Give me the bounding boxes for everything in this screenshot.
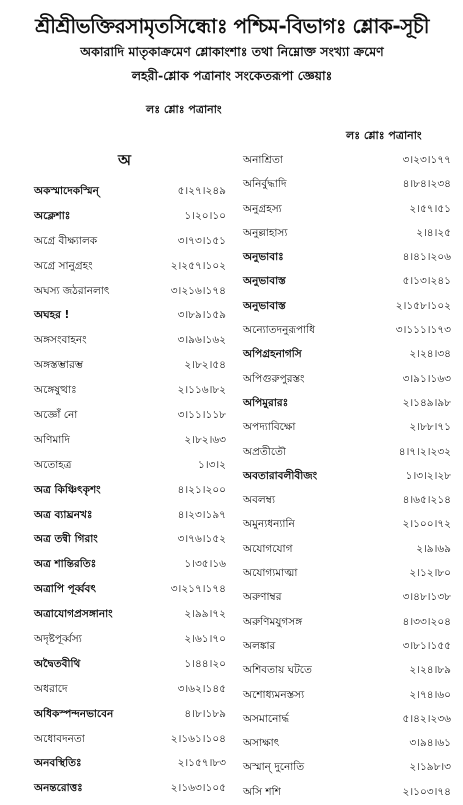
verse-reference: ৩।৯১।১৬৩ [402,372,451,385]
verse-reference: ৫।১৩।২৪১ [402,275,451,288]
verse-text: অত্র কিঞ্চিৎকৃশং [34,483,101,496]
verse-text: অগ্রে সানুগ্রহং [34,259,93,272]
verse-row [236,708,463,732]
verse-text: অধোবদনতা [34,732,85,745]
verse-text: অত্র ব্যাঘ্রনখঃ [34,508,93,521]
verse-reference: ২।২৪।৩৪ [409,348,451,361]
verse-text: অঙ্গেষুত্থাঃ [34,384,77,397]
verse-row [0,528,232,553]
section-letter: অ [118,151,131,169]
verse-row [0,230,232,255]
verse-text: অধিকস্পন্দনভাবেন [34,707,114,720]
verse-reference: ২।১৪৯।৯৮ [402,396,451,409]
verse-reference: ২।৮৮।৭১ [409,421,451,434]
verse-reference: ২।২৫৭।১০২ [170,259,226,272]
verse-reference: ২।৯।৬৯ [416,542,451,555]
verse-row [0,280,232,305]
verse-row [0,379,232,404]
verse-reference: ৫।৪২।২৩৬ [402,712,451,725]
verse-row [0,504,232,529]
verse-reference: ২।৮২।৫৪ [184,359,226,372]
verse-row [236,319,463,343]
verse-text: অধরাদে [34,682,68,695]
verse-text: অঙ্গস্তম্ভারম্ভ [34,359,84,372]
verse-row [0,479,232,504]
verse-reference: ২।৭৪।৬০ [409,688,451,701]
verse-row [0,703,232,728]
verse-text: অনুভাবাস্ত [243,275,286,288]
verse-reference: ২।১১৬।৮২ [177,384,226,397]
verse-row [236,538,463,562]
verse-reference: ৩।২১৭।১৭৪ [170,583,226,596]
verse-reference: ২।১৯৮।৩ [409,761,451,774]
page-subtitle: অকারাদি মাতৃকাক্রমেণ শ্লোকাংশাঃ তথা নিম্নোক্ত সংখ্যা ক্রমেণ [80,44,384,59]
verse-text: অনুল্লাহাস্য [243,226,288,239]
verse-text: অলঙ্কার [243,639,276,652]
verse-row [0,304,232,329]
verse-row [0,429,232,454]
verse-row [236,222,463,246]
verse-reference: ২।১২।৮০ [409,567,451,580]
verse-row [236,149,463,173]
verse-row [236,611,463,635]
verse-text: অযোগ্যমাত্মা [243,567,298,580]
verse-reference: ২।৯৯।৭২ [184,608,226,621]
verse-row [236,513,463,537]
verse-reference: ৪।৮৪।২৩৪ [402,178,451,191]
verse-reference: ৩।১১১।১৭৩ [395,324,451,337]
verse-text: অঘহর ! [34,309,70,322]
verse-text: অন্যোতদনুরূপাধি [243,324,316,337]
verse-row [236,732,463,756]
verse-text: অঙ্গসংবাহনং [34,334,87,347]
verse-row [236,368,463,392]
verse-reference: ২।১৬৩।১০৫ [170,782,226,795]
verse-text: অদৃষ্টপূর্ব্বস্য [34,633,82,646]
verse-reference: ৩।১১।১১৮ [177,409,226,422]
verse-text: অপিগুরুপুরস্তং [243,372,305,385]
verse-text: অপিমুরারঃ [243,396,289,409]
verse-reference: ২।১০৩।৭৪ [402,785,451,798]
verse-row [236,635,463,659]
verse-text: অঘস্য জঠরানলাৎ [34,284,110,297]
verse-text: অনবস্থিতিঃ [34,757,82,770]
verse-text: অবতারাবলীবীজং [243,469,318,482]
verse-row [0,404,232,429]
verse-row [236,489,463,513]
verse-text: অমুন্যধন্যানি [243,518,295,531]
verse-reference: ৩।২৩।১৭৭ [402,154,451,166]
verse-row [236,416,463,440]
verse-reference: ২।১৬১।১০৪ [170,732,226,745]
verse-row [0,728,232,753]
verse-reference: ৩।৭৬।১৫২ [177,533,226,546]
right-column-header: লঃ শ্লোঃ পত্রানাং [346,129,422,142]
verse-text: অরুণিমযুগসঙ্গ [243,615,303,628]
verse-text: অসাক্ষাৎ [243,737,280,750]
verse-reference: ২।১৫৭।৮৩ [177,757,226,770]
verse-reference: ৩।২১৬।১৭৪ [170,284,226,297]
verse-row [0,205,232,230]
page-title: শ্রীশ্রীভক্তিরসামৃতসিন্ধোঃ পশ্চিম-বিভাগঃ শ্লোক-সূচী [35,14,429,38]
verse-reference: ১।৩৫।১৬ [184,558,226,571]
verse-reference: ৪।৩৩।২০৪ [402,615,451,628]
verse-text: অশোধ্যমনস্তস্য [243,688,305,701]
verse-text: অত্র তন্বী গিরাং [34,533,98,546]
verse-row [0,653,232,678]
verse-row [236,173,463,197]
verse-row [236,562,463,586]
verse-text: অগ্রে বীক্ষ্যালক [34,234,98,247]
verse-row [0,329,232,354]
verse-row [0,354,232,379]
verse-text: অনুগ্রহস্য [243,202,282,215]
verse-reference: ৩।৬২।১৪৫ [177,682,226,695]
verse-reference: ৪।২১।২০০ [177,483,226,496]
verse-reference: ১।২০।১০ [184,209,226,222]
verse-reference: ৩।৮১।১৫৫ [402,639,451,652]
verse-text: অত্রাপি পূর্ব্ববৎ [34,583,96,596]
verse-text: অজ্ঞোঁ নো [34,409,78,422]
verse-text: অস্মান্ দুনোতি [243,761,305,774]
verse-reference: ৪।২৩।১৯৭ [177,508,226,521]
verse-reference: ৩।৮৯।১৫৯ [177,309,226,322]
verse-reference: ৪।৪১।২০৬ [402,251,451,264]
verse-text: অনন্তরোত্তঃ [34,782,83,795]
verse-reference: ৩।৪৮।১৩৮ [402,591,451,604]
verse-reference: ৩।৯৪।৬১ [409,737,451,750]
verse-text: অসি শশি [243,785,281,798]
verse-reference: ১।৪৪।২০ [184,657,226,670]
verse-reference: ২।১০০।৭২ [402,518,451,531]
verse-reference: ৩।৯৬।১৬২ [177,334,226,347]
verse-row [0,777,232,802]
verse-text: অশিবতায় ঘটতে [243,664,312,677]
verse-text: অত্র শান্তিরতিঃ [34,558,97,571]
verse-text: অযোগযোগ [243,542,293,555]
verse-reference: ৩।৭৩।১৫১ [177,234,226,247]
verse-reference: ২।২৪।৮৯ [409,664,451,677]
verse-text: অনুভাবাস্ত [243,299,286,312]
verse-reference: ৫।২৭।২৪৯ [177,185,226,197]
verse-reference: ১।৩।২।২৮ [405,469,451,482]
verse-row [236,343,463,367]
verse-row [236,659,463,683]
verse-text: অনুভাবাঃ [243,251,284,264]
verse-reference: ২।৮২।৬৩ [184,433,226,446]
verse-row [236,392,463,416]
verse-row [236,246,463,270]
verse-row [0,553,232,578]
verse-text: অণিমাদি [34,433,70,446]
verse-reference: ৪।৬৫।২১৪ [402,494,451,507]
verse-row [236,781,463,805]
verse-row [0,454,232,479]
verse-text: অনির্বুদ্ধাদি [243,178,287,191]
verse-text: অক্লেশাঃ [34,209,71,222]
verse-text: অবলম্ব্য [243,494,275,507]
verse-reference: ২।৫৭।৫১ [409,202,451,215]
left-verse-list [0,180,232,802]
verse-text: অতোহত্র [34,458,72,471]
verse-text: অপ্রতীতৌ [243,445,286,458]
verse-text: অনাশ্রিতা [243,154,283,166]
verse-row [0,603,232,628]
right-verse-list [236,149,463,805]
verse-text: অরুণাম্বর [243,591,282,604]
verse-reference: ২।১৫৮।১০২ [395,299,451,312]
verse-row [0,578,232,603]
page-subtitle-secondary: লহরী-শ্লোক পত্রানাং সংকেতরূপা জ্ঞেয়াঃ [131,68,333,83]
verse-row [236,684,463,708]
verse-row [236,586,463,610]
verse-text: অদ্বৈতবীথি [34,657,81,670]
verse-row [236,756,463,780]
verse-row [236,198,463,222]
verse-reference: ৪।৮।১৮৯ [184,707,226,720]
verse-reference: ১।৩।২ [198,458,226,471]
verse-text: অপদ্যাবিক্ষো [243,421,296,434]
verse-row [236,270,463,294]
verse-row [0,628,232,653]
verse-text: অপিগ্রহনাগসি [243,348,302,361]
verse-text: অত্রাযোগপ্রসঙ্গানাং [34,608,113,621]
verse-reference: ২।৪।২৫ [416,226,451,239]
verse-row [0,678,232,703]
left-column-header: লঃ শ্লোঃ পত্রানাং [146,103,222,116]
verse-text: অকস্মাদেকস্মিন্ [34,185,99,197]
verse-row [236,441,463,465]
verse-text: অসমানোৰ্দ্ধ [243,712,290,725]
verse-row [236,295,463,319]
verse-row [0,752,232,777]
verse-reference: ৪।৭।২।২৩২ [398,445,451,458]
verse-reference: ২।৬১।৭০ [184,633,226,646]
verse-row [0,255,232,280]
verse-row [0,180,232,205]
verse-row [236,465,463,489]
